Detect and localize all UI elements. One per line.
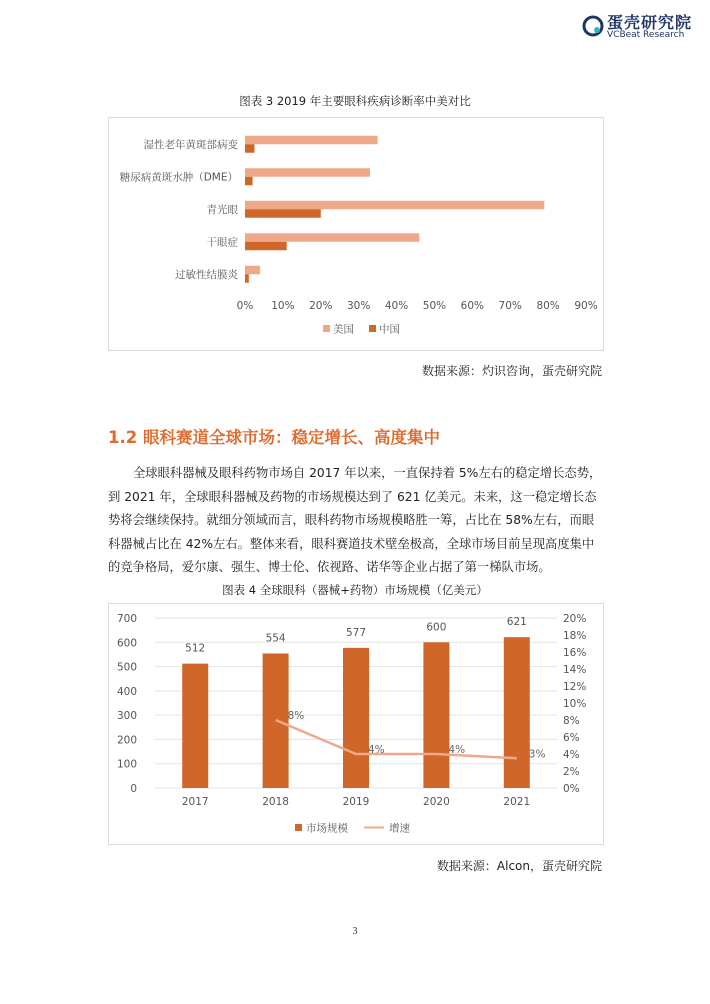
y-left-tick-label: 200 [116, 734, 137, 747]
bar-data-label: 600 [426, 621, 447, 634]
bar-market-size [182, 664, 208, 788]
section-title: 1.2 眼科赛道全球市场：稳定增长、高度集中 [108, 428, 440, 447]
y-left-tick-label: 300 [116, 710, 137, 723]
bar-data-label: 621 [506, 616, 527, 629]
bar-cn [245, 177, 253, 186]
y-left-tick-label: 600 [116, 637, 137, 650]
y-right-tick-label: 10% [563, 698, 587, 710]
bar-us [245, 266, 260, 275]
x-tick-label: 2021 [503, 796, 531, 808]
bar-cn [245, 209, 321, 218]
x-tick-label: 80% [536, 300, 560, 312]
figure3-source: 数据来源：灼识咨询，蛋壳研究院 [421, 364, 602, 378]
line-data-label: 3% [528, 748, 546, 761]
section-paragraph [108, 462, 602, 580]
x-tick-label: 20% [309, 300, 333, 312]
bar-market-size [423, 642, 449, 788]
legend-swatch [295, 824, 302, 831]
bar-us [245, 201, 544, 210]
x-tick-label: 2018 [262, 796, 289, 808]
paragraph-line: 的竞争格局，爱尔康、强生、博士伦、依视路、诺华等企业占据了第一梯队市场。 [108, 560, 551, 574]
x-tick-label: 10% [271, 300, 295, 312]
figure3-chart-frame [108, 117, 604, 351]
x-tick-label: 60% [460, 300, 485, 312]
line-data-label: 4% [448, 744, 466, 756]
x-tick-label: 50% [422, 300, 447, 312]
x-tick-label: 2019 [342, 796, 370, 808]
y-right-tick-label: 6% [563, 732, 580, 744]
eggshell-logo-icon [582, 15, 604, 37]
legend-swatch [323, 325, 330, 332]
x-tick-label: 40% [384, 300, 409, 312]
bar-cn [245, 242, 287, 251]
bar-us [245, 233, 419, 242]
figure3-chart [109, 118, 603, 350]
x-tick-label: 2017 [181, 796, 209, 808]
figure4-source: 数据来源：Alcon，蛋壳研究院 [436, 859, 602, 873]
y-right-tick-label: 18% [563, 630, 587, 642]
y-left-tick-label: 400 [116, 685, 137, 698]
line-data-label: 8% [287, 710, 305, 722]
y-left-tick-label: 700 [116, 613, 137, 625]
y-right-tick-label: 12% [563, 681, 587, 693]
y-left-tick-label: 0 [130, 783, 137, 795]
line-data-label: 4% [368, 744, 385, 756]
brand-name: 蛋壳研究院 [607, 13, 693, 32]
figure3-caption: 图表 3 2019 年主要眼科疾病诊断率中美对比 [239, 94, 471, 108]
figure4-caption: 图表 4 全球眼科（器械+药物）市场规模（亿美元） [222, 583, 488, 597]
bar-us [245, 136, 378, 145]
y-right-tick-label: 8% [563, 715, 580, 727]
legend-label: 增速 [389, 822, 410, 835]
bar-data-label: 554 [265, 632, 286, 645]
category-label: 过敏性结膜炎 [175, 268, 238, 281]
y-right-tick-label: 16% [563, 647, 587, 659]
figure4-chart [109, 604, 603, 844]
paragraph-line: 势将会继续保持。就细分领域而言，眼科药物市场规模略胜一筹，占比在 58%左右，而眼 [108, 513, 595, 527]
x-tick-label: 2020 [423, 796, 450, 808]
category-label: 干眼症 [206, 236, 238, 249]
bar-data-label: 512 [185, 642, 206, 655]
legend-label: 市场规模 [306, 822, 348, 835]
paragraph-line: 全球眼科器械及眼科药物市场自 2017 年以来，一直保持着 5%左右的稳定增长态势， [133, 466, 602, 480]
y-right-tick-label: 20% [563, 613, 587, 625]
x-tick-label: 30% [346, 300, 371, 312]
y-right-tick-label: 14% [563, 664, 587, 676]
paragraph-line: 科器械占比在 42%左右。整体来看，眼科赛道技术壁垒极高，全球市场目前呈现高度集中 [108, 536, 595, 551]
legend-label: 美国 [333, 323, 354, 336]
category-label: 糖尿病黄斑水肿（DME） [119, 171, 238, 184]
legend-swatch [369, 325, 376, 332]
x-tick-label: 0% [236, 300, 254, 312]
y-left-tick-label: 100 [116, 758, 137, 771]
y-right-tick-label: 0% [563, 783, 580, 795]
y-left-tick-label: 500 [116, 661, 137, 674]
bar-cn [245, 144, 254, 153]
bar-cn [245, 274, 249, 283]
y-right-tick-label: 2% [563, 766, 580, 778]
x-tick-label: 70% [498, 300, 522, 312]
bar-market-size [504, 637, 530, 788]
y-right-tick-label: 4% [563, 749, 580, 761]
brand-subtitle: VCBeat Research [607, 30, 685, 40]
brand-logo [582, 10, 702, 44]
x-tick-label: 90% [574, 300, 598, 312]
paragraph-line: 到 2021 年，全球眼科器械及药物的市场规模达到了 621 亿美元。未来，这一稳定增长态 [108, 489, 597, 504]
figure4-chart-frame [108, 603, 604, 845]
bar-us [245, 168, 370, 177]
bar-data-label: 577 [345, 626, 367, 639]
legend-label: 中国 [379, 323, 400, 336]
page-number: 3 [352, 926, 358, 937]
category-label: 湿性老年黄斑部病变 [143, 138, 238, 151]
bar-market-size [343, 648, 369, 788]
category-label: 青光眼 [206, 203, 238, 216]
